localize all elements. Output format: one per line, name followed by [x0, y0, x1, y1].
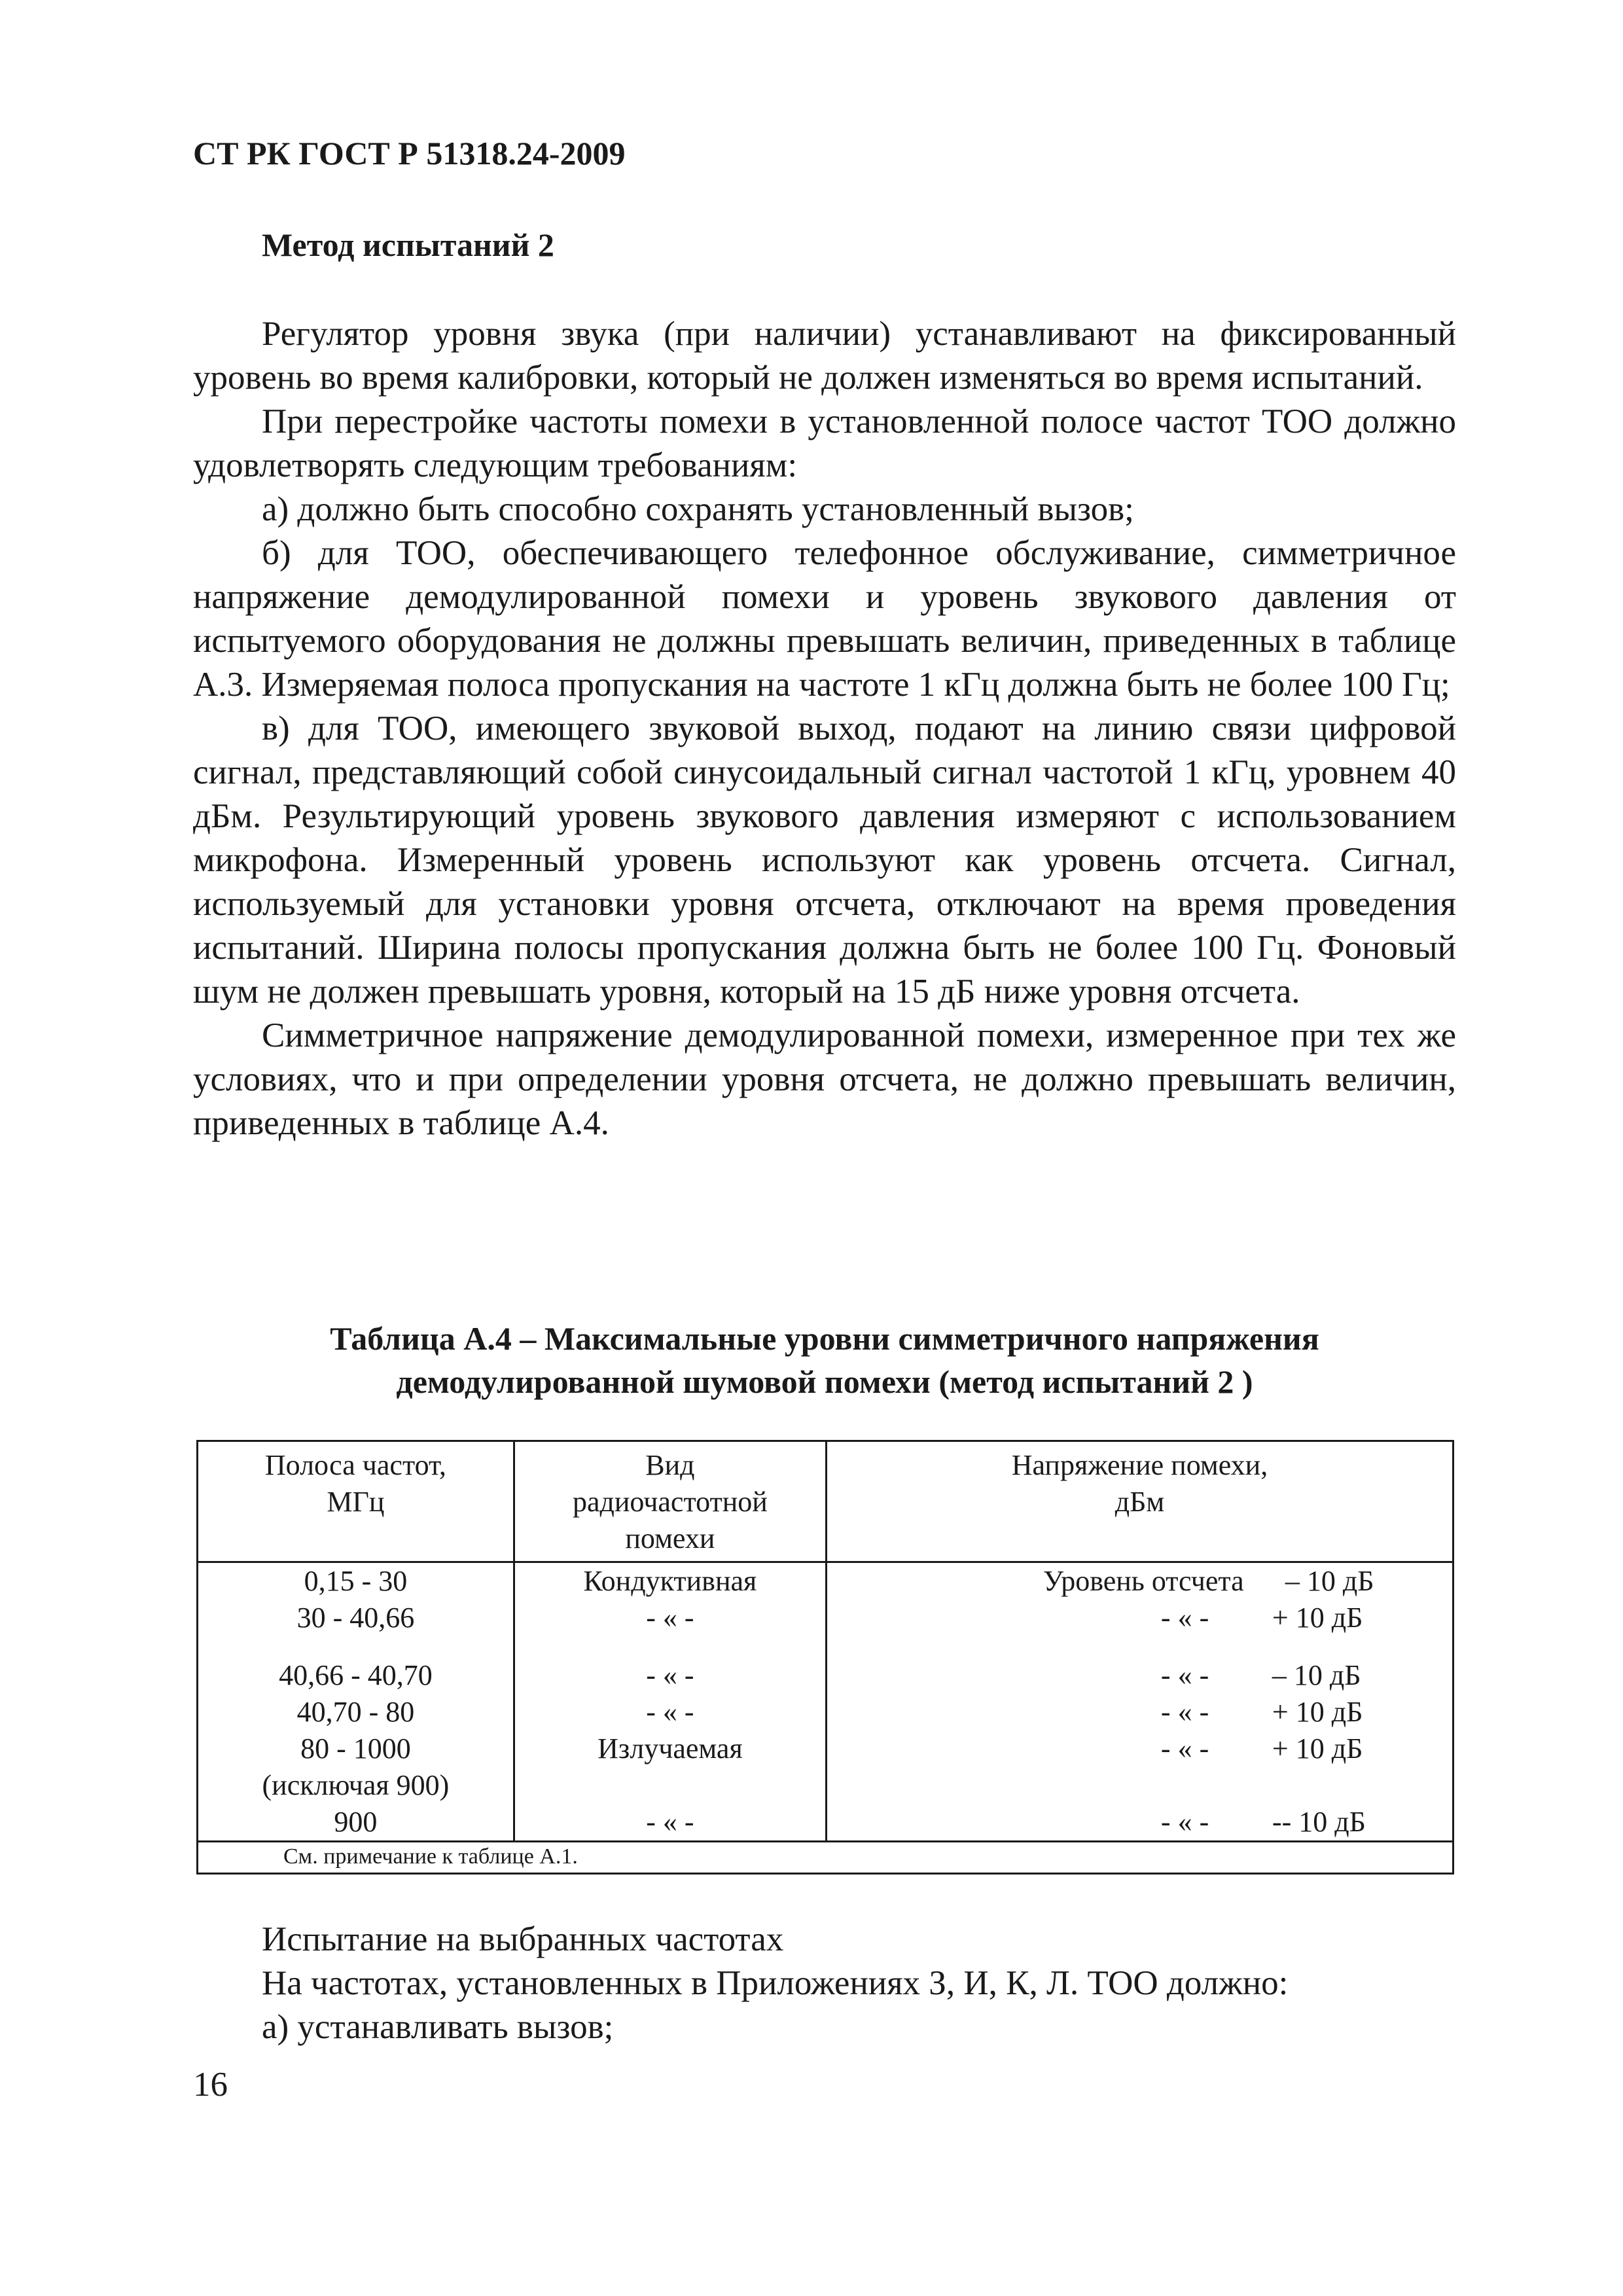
table-note: См. примечание к таблице А.1. — [198, 1842, 1454, 1874]
table-caption-line-2: демодулированной шумовой помехи (метод испытаний 2 ) — [396, 1363, 1253, 1400]
header-voltage-line-1: Напряжение помехи, — [1011, 1449, 1268, 1481]
type-cell: Кондуктивная — [583, 1565, 757, 1597]
voltage-level: + 10 дБ — [1272, 1732, 1363, 1765]
band-cell: 80 - 1000 — [300, 1732, 411, 1765]
voltage-level: -- 10 дБ — [1272, 1806, 1366, 1838]
page-number: 16 — [193, 2066, 228, 2104]
tail-line-1: Испытание на выбранных частотах — [262, 1920, 784, 1958]
voltage-cell — [827, 1563, 1452, 1600]
table-caption-line-1: Таблица А.4 – Максимальные уровни симметричного напряжения — [330, 1320, 1319, 1357]
band-cell: 30 - 40,66 — [296, 1602, 415, 1634]
paragraph-1: Регулятор уровня звука (при наличии) устанавливают на фиксированный уровень во время калибровки, который не должен изменяться во время испытаний. — [193, 315, 1456, 397]
voltage-cell — [827, 1767, 1452, 1804]
voltage-cell — [827, 1657, 1452, 1694]
type-cell: - « - — [646, 1806, 694, 1838]
type-cell — [515, 1767, 825, 1804]
table-note-row — [198, 1842, 1454, 1874]
interference-table — [196, 1440, 1454, 1874]
voltage-cell — [827, 1694, 1452, 1731]
voltage-level: + 10 дБ — [1272, 1696, 1363, 1728]
header-type — [514, 1441, 826, 1562]
voltage-ref: - « - — [1160, 1806, 1209, 1838]
voltage-level: – 10 дБ — [1285, 1565, 1374, 1597]
header-band-line-1: Полоса частот, — [264, 1449, 446, 1481]
band-cell: 900 — [334, 1806, 378, 1838]
voltage-level: – 10 дБ — [1272, 1659, 1361, 1691]
document-header: СТ РК ГОСТ Р 51318.24-2009 — [193, 135, 626, 171]
tail-line-3: а) устанавливать вызов; — [262, 2008, 614, 2046]
band-cell: 40,66 - 40,70 — [279, 1659, 433, 1691]
paragraph-4: б) для ТОО, обеспечивающего телефонное обслуживание, симметричное напряжение демодулированной помехи и уровень звукового давления от испытуемого оборудования не должны превышать величин, приведенных в таблице А.3. Измеряемая полоса пропускания на частоте 1 кГц должна быть не более 100 Гц; — [193, 534, 1456, 704]
header-type-line-2: радиочастотной — [572, 1486, 768, 1518]
tail-line-2: На частотах, установленных в Приложениях З, И, К, Л. ТОО должно: — [262, 1964, 1289, 2002]
voltage-ref: - « - — [1160, 1732, 1209, 1765]
type-cell: - « - — [646, 1696, 694, 1728]
paragraph-2: При перестройке частоты помехи в установленной полосе частот ТОО должно удовлетворять следующим требованиям: — [193, 403, 1456, 484]
body-text — [193, 312, 1456, 1145]
paragraph-3: а) должно быть способно сохранять установленный вызов; — [262, 490, 1134, 528]
voltage-ref: Уровень отсчета — [1043, 1565, 1244, 1597]
band-column — [198, 1562, 514, 1842]
voltage-cell — [827, 1600, 1452, 1636]
type-cell: - « - — [646, 1659, 694, 1691]
header-band — [198, 1441, 514, 1562]
band-cell: 40,70 - 80 — [296, 1696, 415, 1728]
voltage-level: + 10 дБ — [1272, 1602, 1363, 1634]
table-caption — [193, 1317, 1456, 1403]
table-body-row — [198, 1562, 1454, 1842]
header-band-line-2: МГц — [327, 1486, 385, 1518]
band-cell: (исключая 900) — [262, 1769, 450, 1801]
paragraph-5: в) для ТОО, имеющего звуковой выход, подают на линию связи цифровой сигнал, представляющий собой синусоидальный сигнал частотой 1 кГц, уровнем 40 дБм. Результирующий уровень звукового давления измеряют с использованием микрофона. Измеренный уровень используют как уровень отсчета. Сигнал, используемый для установки уровня отсчета, отключают на время проведения испытаний. Ширина полосы пропускания должна быть не более 100 Гц. Фоновый шум не должен превышать уровня, который на 15 дБ ниже уровня отсчета. — [193, 709, 1456, 1011]
table-header-row — [198, 1441, 1454, 1562]
voltage-ref: - « - — [1160, 1602, 1209, 1634]
header-type-line-3: помехи — [625, 1522, 715, 1554]
paragraph-6: Симметричное напряжение демодулированной помехи, измеренное при тех же условиях, что и при определении уровня отсчета, не должно превышать величин, приведенных в таблице А.4. — [193, 1016, 1456, 1142]
header-type-line-1: Вид — [645, 1449, 695, 1481]
header-voltage-line-2: дБм — [1115, 1486, 1165, 1518]
voltage-column — [826, 1562, 1453, 1842]
voltage-ref: - « - — [1160, 1659, 1209, 1691]
voltage-ref: - « - — [1160, 1696, 1209, 1728]
header-voltage — [826, 1441, 1453, 1562]
section-subtitle: Метод испытаний 2 — [262, 226, 554, 263]
band-cell: 0,15 - 30 — [304, 1565, 408, 1597]
type-cell: Излучаемая — [597, 1732, 743, 1765]
tail-text — [262, 1918, 1288, 2049]
voltage-cell — [827, 1804, 1452, 1840]
type-cell: - « - — [646, 1602, 694, 1634]
type-column — [514, 1562, 826, 1842]
voltage-cell — [827, 1731, 1452, 1767]
